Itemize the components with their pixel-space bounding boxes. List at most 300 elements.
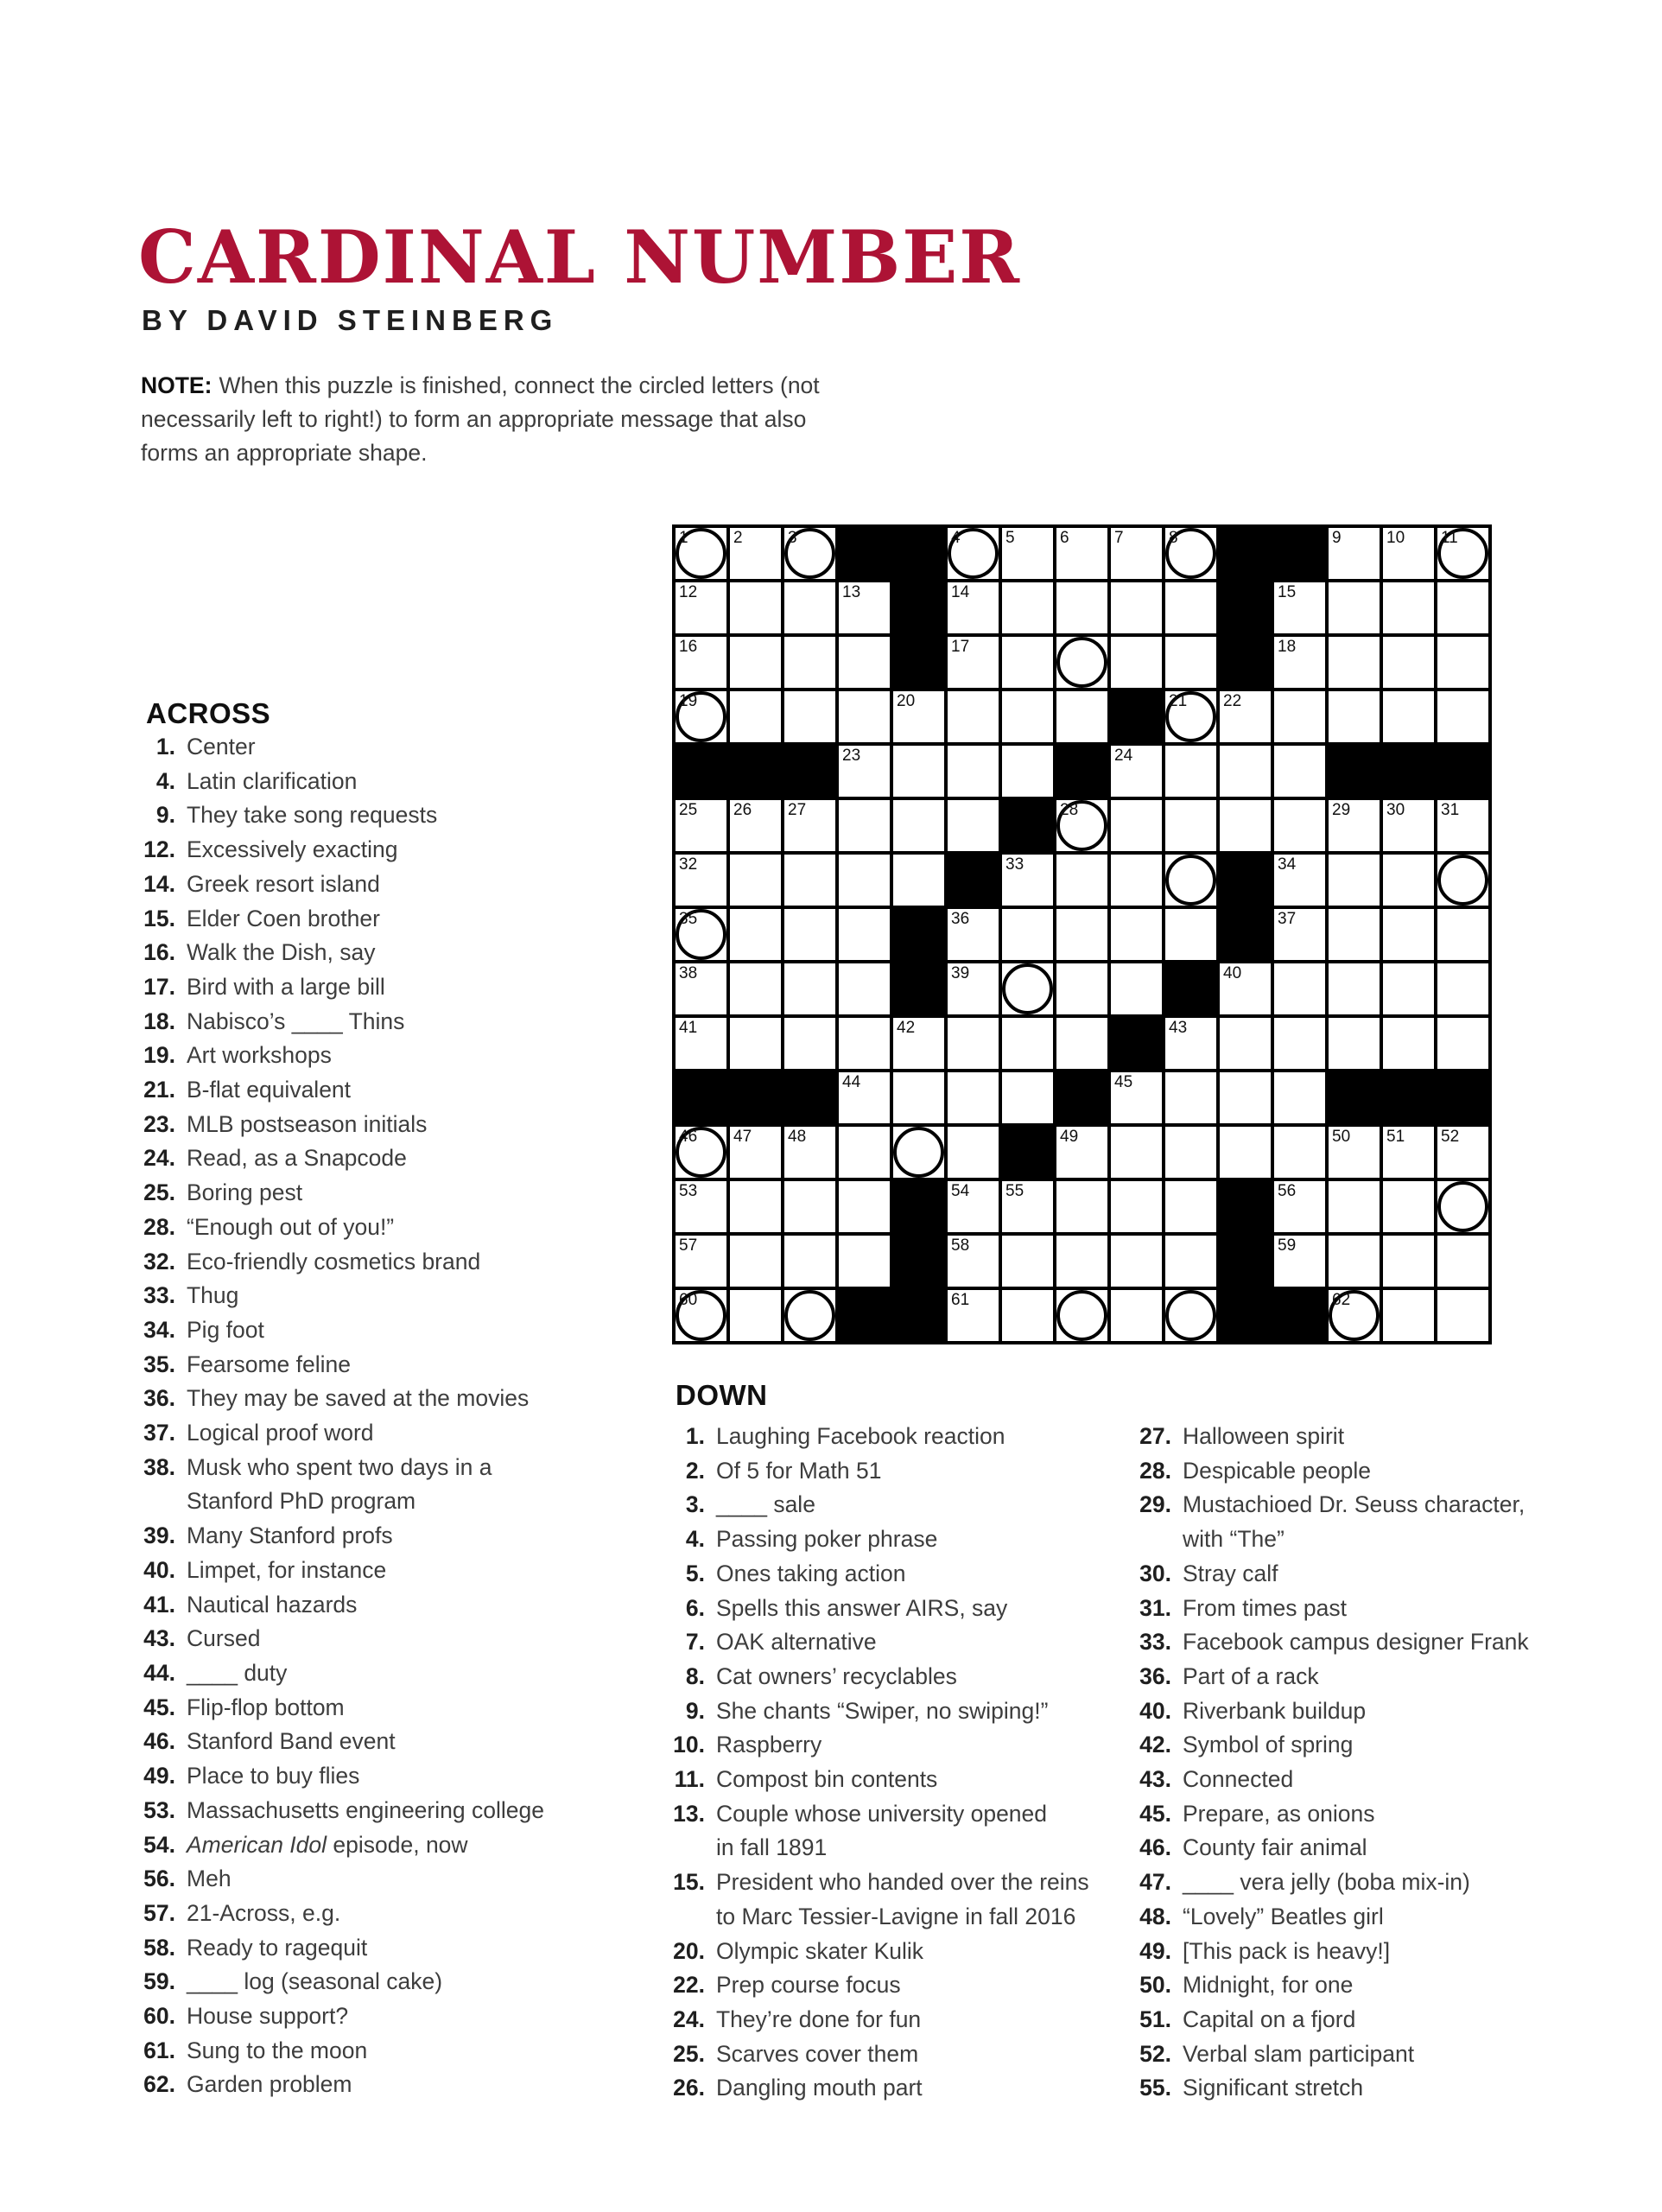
clue-number: 62. — [143, 2071, 175, 2098]
grid-cell[interactable] — [1111, 637, 1162, 688]
grid-cell[interactable] — [1437, 1018, 1488, 1069]
clue-text: Boring pest — [187, 1179, 303, 1206]
grid-cell[interactable] — [1437, 963, 1488, 1014]
grid-cell[interactable] — [948, 582, 999, 633]
grid-cell[interactable] — [1274, 1127, 1325, 1178]
grid-cell[interactable] — [1002, 963, 1053, 1014]
grid-cell[interactable] — [784, 1018, 835, 1069]
grid-cell[interactable] — [1383, 800, 1434, 851]
grid-cell[interactable] — [730, 637, 781, 688]
grid-cell[interactable] — [730, 1018, 781, 1069]
grid-cell[interactable] — [1111, 1290, 1162, 1341]
grid-cell[interactable] — [676, 1290, 726, 1341]
clue-text: She chants “Swiper, no swiping!” — [716, 1697, 1049, 1724]
cell-number: 40 — [1223, 964, 1242, 982]
clue-number: 44. — [143, 1659, 175, 1686]
clue — [134, 1108, 600, 1142]
grid-cell[interactable] — [1056, 963, 1107, 1014]
grid-cell[interactable] — [1165, 582, 1216, 633]
grid-cell[interactable] — [730, 1236, 781, 1287]
grid-cell[interactable] — [1383, 963, 1434, 1014]
grid-cell[interactable] — [1383, 1236, 1434, 1287]
clue — [1130, 1831, 1657, 1866]
clue-text: President who handed over the reins to Marc Tessier-Lavigne in fall 2016 — [716, 1869, 1089, 1929]
grid-cell[interactable] — [1437, 909, 1488, 960]
grid-cell[interactable] — [676, 637, 726, 688]
grid-cell[interactable] — [1056, 637, 1107, 688]
grid-cell[interactable] — [1274, 800, 1325, 851]
cell-number: 48 — [788, 1128, 807, 1146]
clue-text: Meh — [187, 1866, 232, 1892]
grid-cell[interactable] — [839, 909, 890, 960]
grid-cell[interactable] — [784, 691, 835, 742]
grid-cell[interactable] — [1165, 1236, 1216, 1287]
grid-cell[interactable] — [676, 800, 726, 851]
grid-cell[interactable] — [1383, 1018, 1434, 1069]
grid-cell[interactable] — [839, 1181, 890, 1232]
grid-cell[interactable] — [784, 1290, 835, 1341]
grid-cell[interactable] — [1437, 691, 1488, 742]
grid-cell[interactable] — [1437, 582, 1488, 633]
cell-number: 3 — [788, 529, 797, 547]
grid-cell[interactable] — [839, 800, 890, 851]
grid-cell[interactable] — [1274, 1018, 1325, 1069]
grid-cell[interactable] — [1383, 637, 1434, 688]
clue-number: 9. — [685, 1697, 705, 1724]
clue-number: 21. — [143, 1077, 175, 1103]
cell-number: 8 — [1169, 529, 1178, 547]
clue — [134, 970, 600, 1005]
grid-cell[interactable] — [676, 1127, 726, 1178]
clue — [663, 1660, 1130, 1694]
clue-number: 61. — [143, 2037, 175, 2063]
grid-cell[interactable] — [1274, 746, 1325, 797]
grid-cell[interactable] — [1220, 800, 1271, 851]
grid-cell[interactable] — [1002, 528, 1053, 579]
black-cell — [893, 637, 944, 688]
clue-number: 9. — [155, 802, 175, 829]
grid-cell[interactable] — [1437, 528, 1488, 579]
grid-cell[interactable] — [676, 909, 726, 960]
grid-cell[interactable] — [1056, 800, 1107, 851]
clue — [134, 1519, 600, 1554]
clue-number: 39. — [143, 1522, 175, 1549]
grid-cell[interactable] — [1383, 1290, 1434, 1341]
cell-number: 32 — [679, 855, 698, 874]
grid-cell[interactable] — [948, 1290, 999, 1341]
grid-cell[interactable] — [676, 582, 726, 633]
clue-number: 14. — [143, 870, 175, 897]
grid-cell[interactable] — [893, 800, 944, 851]
clue-text: Sung to the moon — [187, 2037, 368, 2063]
grid-cell[interactable] — [839, 637, 890, 688]
clue — [1130, 1420, 1657, 1454]
grid-cell[interactable] — [730, 909, 781, 960]
grid-cell[interactable] — [1383, 1181, 1434, 1232]
clue-text: Place to buy flies — [187, 1763, 360, 1789]
black-cell — [839, 528, 890, 579]
clue-number: 22. — [673, 1972, 705, 1999]
grid-cell[interactable] — [784, 909, 835, 960]
grid-cell[interactable] — [1111, 1236, 1162, 1287]
grid-cell[interactable] — [1329, 1290, 1380, 1341]
grid-cell[interactable] — [1383, 582, 1434, 633]
grid-cell[interactable] — [784, 1127, 835, 1178]
grid-cell[interactable] — [784, 963, 835, 1014]
clue-number: 16. — [143, 939, 175, 966]
grid-cell[interactable] — [1002, 691, 1053, 742]
grid-cell[interactable] — [1383, 909, 1434, 960]
grid-cell[interactable] — [1056, 1290, 1107, 1341]
cell-number: 35 — [679, 910, 698, 928]
grid-cell[interactable] — [730, 691, 781, 742]
grid-cell[interactable] — [839, 746, 890, 797]
clue-number: 49. — [143, 1763, 175, 1789]
grid-cell[interactable] — [676, 855, 726, 906]
grid-cell[interactable] — [1437, 1181, 1488, 1232]
grid-cell[interactable] — [676, 1181, 726, 1232]
grid-cell[interactable] — [1111, 746, 1162, 797]
grid-cell[interactable] — [948, 637, 999, 688]
grid-cell[interactable] — [1437, 1127, 1488, 1178]
grid-cell[interactable] — [839, 582, 890, 633]
grid-cell[interactable] — [1056, 1127, 1107, 1178]
grid-cell[interactable] — [1165, 1290, 1216, 1341]
grid-cell[interactable] — [1437, 1236, 1488, 1287]
grid-cell[interactable] — [948, 1018, 999, 1069]
grid-cell[interactable] — [893, 855, 944, 906]
black-cell — [730, 746, 781, 797]
grid-cell[interactable] — [1056, 582, 1107, 633]
grid-cell[interactable] — [1437, 1290, 1488, 1341]
grid-cell[interactable] — [893, 1018, 944, 1069]
grid-cell[interactable] — [839, 1127, 890, 1178]
grid-cell[interactable] — [948, 963, 999, 1014]
grid-cell[interactable] — [1111, 800, 1162, 851]
grid-cell[interactable] — [1165, 909, 1216, 960]
grid-cell[interactable] — [1165, 637, 1216, 688]
black-cell — [1056, 746, 1107, 797]
clue-text: Dangling mouth part — [716, 2075, 923, 2101]
grid-cell[interactable] — [784, 1236, 835, 1287]
clue-number: 24. — [673, 2005, 705, 2032]
grid-cell[interactable] — [1220, 963, 1271, 1014]
grid-cell[interactable] — [839, 691, 890, 742]
cell-number: 19 — [679, 692, 698, 710]
clue — [663, 1488, 1130, 1522]
grid-cell[interactable] — [1437, 855, 1488, 906]
grid-cell[interactable] — [1329, 1018, 1380, 1069]
clue-text: Olympic skater Kulik — [716, 1937, 924, 1964]
grid-cell[interactable] — [1111, 963, 1162, 1014]
cell-number: 14 — [951, 583, 970, 601]
grid-cell[interactable] — [1329, 963, 1380, 1014]
clue — [134, 1005, 600, 1039]
clue-text: Mustachioed Dr. Seuss character, with “The” — [1183, 1491, 1526, 1553]
black-cell — [1220, 637, 1271, 688]
grid-cell[interactable] — [1111, 528, 1162, 579]
grid-cell[interactable] — [676, 1018, 726, 1069]
grid-cell[interactable] — [839, 963, 890, 1014]
grid-cell[interactable] — [676, 1236, 726, 1287]
grid-cell[interactable] — [1274, 909, 1325, 960]
grid-cell[interactable] — [1329, 691, 1380, 742]
grid-cell[interactable] — [839, 1072, 890, 1123]
grid-cell[interactable] — [1329, 1127, 1380, 1178]
grid-cell[interactable] — [1165, 1072, 1216, 1123]
grid-cell[interactable] — [1165, 1018, 1216, 1069]
grid-cell[interactable] — [948, 746, 999, 797]
cell-number: 59 — [1278, 1236, 1297, 1255]
cell-number: 55 — [1005, 1182, 1024, 1200]
grid-cell[interactable] — [1002, 746, 1053, 797]
grid-cell[interactable] — [1383, 1127, 1434, 1178]
grid-cell[interactable] — [1002, 1290, 1053, 1341]
grid-cell[interactable] — [1220, 1072, 1271, 1123]
grid-cell[interactable] — [1329, 528, 1380, 579]
grid-cell[interactable] — [1329, 582, 1380, 633]
grid-cell[interactable] — [1111, 1072, 1162, 1123]
grid-cell[interactable] — [1056, 909, 1107, 960]
black-cell — [893, 1236, 944, 1287]
clue — [134, 833, 600, 868]
clue — [134, 1656, 600, 1691]
grid-cell[interactable] — [1274, 691, 1325, 742]
grid-cell[interactable] — [893, 691, 944, 742]
cell-number: 21 — [1169, 692, 1188, 710]
grid-cell[interactable] — [1329, 909, 1380, 960]
clue-text: 21-Across, e.g. — [187, 1899, 341, 1926]
clue-number: 25. — [143, 1179, 175, 1206]
grid-cell[interactable] — [730, 963, 781, 1014]
cell-number: 30 — [1386, 801, 1405, 819]
black-cell — [1220, 909, 1271, 960]
grid-cell[interactable] — [730, 800, 781, 851]
grid-cell[interactable] — [1002, 1072, 1053, 1123]
grid-cell[interactable] — [1165, 691, 1216, 742]
grid-cell[interactable] — [1383, 528, 1434, 579]
grid-cell[interactable] — [1002, 1181, 1053, 1232]
circled-letter-marker — [1165, 855, 1216, 906]
grid-cell[interactable] — [730, 1290, 781, 1341]
grid-cell[interactable] — [1274, 1072, 1325, 1123]
black-cell — [676, 746, 726, 797]
grid-cell[interactable] — [1056, 1018, 1107, 1069]
grid-cell[interactable] — [1383, 691, 1434, 742]
grid-cell[interactable] — [893, 1072, 944, 1123]
grid-cell[interactable] — [948, 691, 999, 742]
grid-cell[interactable] — [1165, 528, 1216, 579]
grid-cell[interactable] — [1111, 1127, 1162, 1178]
grid-cell[interactable] — [1002, 1018, 1053, 1069]
grid-cell[interactable] — [1274, 855, 1325, 906]
grid-cell[interactable] — [676, 963, 726, 1014]
grid-cell[interactable] — [1165, 746, 1216, 797]
cell-number: 29 — [1332, 801, 1351, 819]
black-cell — [1056, 1072, 1107, 1123]
clue-number: 17. — [143, 973, 175, 1000]
clue-number: 31. — [1139, 1594, 1171, 1621]
grid-cell[interactable] — [1274, 582, 1325, 633]
grid-cell[interactable] — [893, 1127, 944, 1178]
clue-text: Riverbank buildup — [1183, 1697, 1367, 1724]
grid-cell[interactable] — [1111, 855, 1162, 906]
clue-text: OAK alternative — [716, 1629, 877, 1656]
cell-number: 33 — [1005, 855, 1024, 874]
grid-cell[interactable] — [948, 1127, 999, 1178]
black-cell — [1329, 746, 1380, 797]
grid-cell[interactable] — [1111, 909, 1162, 960]
grid-cell[interactable] — [784, 528, 835, 579]
clue-text: Midnight, for one — [1183, 1972, 1354, 1999]
clue-number: 59. — [143, 1968, 175, 1995]
grid-cell[interactable] — [1220, 746, 1271, 797]
clue — [663, 1935, 1130, 1969]
clue — [134, 1141, 600, 1176]
clue — [134, 1416, 600, 1451]
grid-cell[interactable] — [1220, 1018, 1271, 1069]
clue-number: 23. — [143, 1110, 175, 1137]
grid-cell[interactable] — [1220, 1127, 1271, 1178]
black-cell — [893, 582, 944, 633]
grid-cell[interactable] — [1274, 1181, 1325, 1232]
clue-text: [This pack is heavy!] — [1183, 1937, 1391, 1964]
grid-cell[interactable] — [1002, 855, 1053, 906]
circled-letter-marker — [893, 1127, 944, 1178]
grid-cell[interactable] — [1056, 1236, 1107, 1287]
cell-number: 23 — [842, 747, 861, 765]
clue-number: 7. — [685, 1629, 705, 1656]
grid-cell[interactable] — [1274, 637, 1325, 688]
grid-cell[interactable] — [1383, 855, 1434, 906]
black-cell — [1165, 963, 1216, 1014]
black-cell — [676, 1072, 726, 1123]
clue-number: 34. — [143, 1316, 175, 1343]
grid-cell[interactable] — [1111, 582, 1162, 633]
grid-cell[interactable] — [1002, 637, 1053, 688]
grid-cell[interactable] — [948, 1181, 999, 1232]
grid-cell[interactable] — [730, 1181, 781, 1232]
grid-cell[interactable] — [1329, 637, 1380, 688]
clue-number: 49. — [1139, 1937, 1171, 1964]
grid-cell[interactable] — [1329, 1181, 1380, 1232]
grid-cell[interactable] — [1056, 691, 1107, 742]
clue-text: Stanford Band event — [187, 1728, 396, 1755]
grid-cell[interactable] — [784, 582, 835, 633]
grid-cell[interactable] — [784, 855, 835, 906]
grid-cell[interactable] — [948, 800, 999, 851]
clue — [134, 936, 600, 970]
grid-cell[interactable] — [1002, 582, 1053, 633]
grid-cell[interactable] — [1002, 909, 1053, 960]
grid-cell[interactable] — [893, 746, 944, 797]
clue-number: 35. — [143, 1351, 175, 1377]
grid-cell[interactable] — [1056, 1181, 1107, 1232]
grid-cell[interactable] — [730, 1127, 781, 1178]
circled-letter-marker — [1437, 1181, 1488, 1232]
grid-cell[interactable] — [676, 691, 726, 742]
grid-cell[interactable] — [1329, 855, 1380, 906]
grid-cell[interactable] — [1274, 1236, 1325, 1287]
grid-cell[interactable] — [1437, 637, 1488, 688]
grid-cell[interactable] — [784, 637, 835, 688]
grid-cell[interactable] — [730, 855, 781, 906]
grid-cell[interactable] — [784, 1181, 835, 1232]
grid-cell[interactable] — [676, 528, 726, 579]
grid-cell[interactable] — [839, 855, 890, 906]
grid-cell[interactable] — [1329, 1236, 1380, 1287]
note-label: NOTE: — [141, 372, 213, 398]
clue-number: 33. — [143, 1282, 175, 1309]
grid-cell[interactable] — [1165, 800, 1216, 851]
grid-cell[interactable] — [948, 909, 999, 960]
clue-text: Walk the Dish, say — [187, 939, 376, 966]
grid-cell[interactable] — [948, 528, 999, 579]
cell-number: 25 — [679, 801, 698, 819]
grid-cell[interactable] — [1274, 963, 1325, 1014]
clue-number: 53. — [143, 1796, 175, 1823]
cell-number: 47 — [733, 1128, 752, 1146]
grid-cell[interactable] — [784, 800, 835, 851]
clue — [663, 1728, 1130, 1763]
clue-text: Prepare, as onions — [1183, 1800, 1375, 1827]
black-cell — [1220, 1236, 1271, 1287]
clue-number: 26. — [673, 2075, 705, 2101]
grid-cell[interactable] — [1437, 800, 1488, 851]
clue-text: Garden problem — [187, 2071, 352, 2098]
grid-cell[interactable] — [1056, 528, 1107, 579]
crossword-grid — [672, 524, 1492, 1344]
grid-cell[interactable] — [1165, 855, 1216, 906]
cell-number: 10 — [1386, 529, 1405, 547]
grid-cell[interactable] — [1165, 1181, 1216, 1232]
clue — [1130, 2071, 1657, 2106]
clue-number: 37. — [143, 1420, 175, 1446]
black-cell — [1329, 1072, 1380, 1123]
clue-number: 33. — [1139, 1629, 1171, 1656]
cell-number: 44 — [842, 1073, 861, 1091]
grid-cell[interactable] — [839, 1236, 890, 1287]
across-header: ACROSS — [146, 697, 271, 729]
clue-number: 19. — [143, 1042, 175, 1069]
clue-number: 38. — [143, 1453, 175, 1480]
clue-number: 4. — [155, 767, 175, 794]
cell-number: 38 — [679, 964, 698, 982]
grid-cell[interactable] — [730, 528, 781, 579]
grid-cell[interactable] — [730, 582, 781, 633]
circled-letter-marker — [784, 1290, 835, 1341]
clue — [134, 1794, 600, 1828]
grid-cell[interactable] — [948, 1236, 999, 1287]
clue-number: 36. — [1139, 1662, 1171, 1689]
clue-text: Raspberry — [716, 1732, 822, 1758]
black-cell — [1437, 746, 1488, 797]
clue-text: Prep course focus — [716, 1972, 901, 1999]
black-cell — [893, 909, 944, 960]
grid-cell[interactable] — [1220, 691, 1271, 742]
grid-cell[interactable] — [948, 1072, 999, 1123]
grid-cell[interactable] — [1329, 800, 1380, 851]
grid-cell[interactable] — [1165, 1127, 1216, 1178]
black-cell — [1274, 1290, 1325, 1341]
grid-cell[interactable] — [1111, 1181, 1162, 1232]
grid-cell[interactable] — [1056, 855, 1107, 906]
clue-number: 40. — [143, 1556, 175, 1583]
grid-cell[interactable] — [839, 1018, 890, 1069]
clue-text: Nabisco’s ____ Thins — [187, 1007, 405, 1034]
clue-number: 3. — [685, 1491, 705, 1518]
grid-cell[interactable] — [1002, 1236, 1053, 1287]
